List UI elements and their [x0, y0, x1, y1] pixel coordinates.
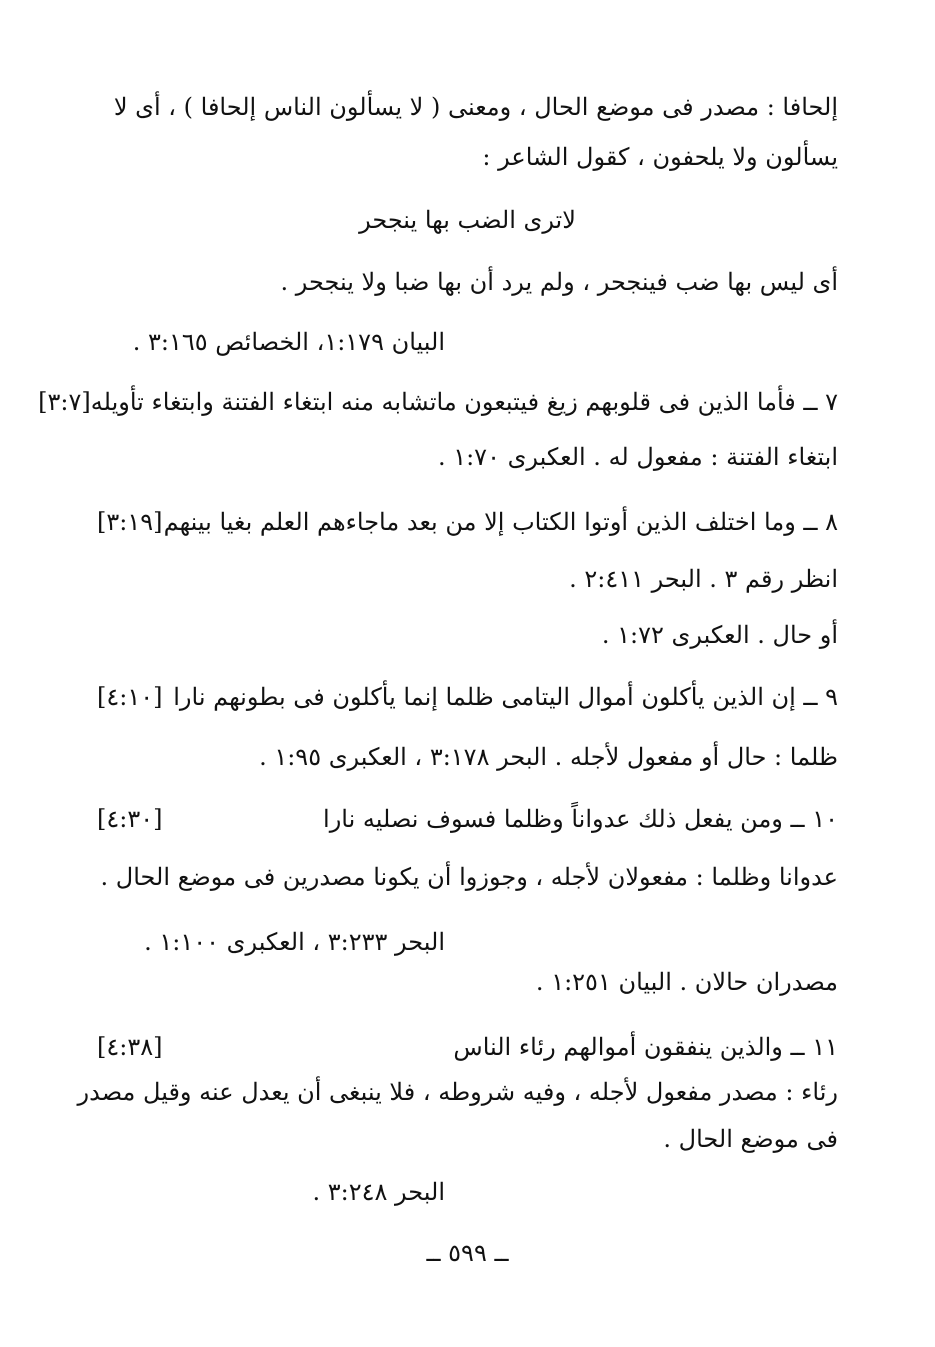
verse-reference: [٣:٧]: [38, 388, 91, 416]
source-citation: البحر ٣:٢٣٣ ، العكبرى ١:١٠٠ .: [144, 928, 445, 956]
text-line: ابتغاء الفتنة : مفعول له . العكبرى ١:٧٠ .: [437, 443, 838, 471]
text-line: فى موضع الحال .: [663, 1125, 838, 1153]
verse-text: ١٠ ــ ومن يفعل ذلك عدواناً وظلما فسوف نصليه نارا: [323, 805, 838, 833]
text-line: عدوانا وظلما : مفعولان لأجله ، وجوزوا أن يكونا مصدرين فى موضع الحال .: [100, 863, 838, 891]
source-citation: البيان ١:١٧٩، الخصائص ٣:١٦٥ .: [132, 328, 445, 356]
text-line: يسألون ولا يلحفون ، كقول الشاعر :: [482, 143, 838, 171]
text-line: أو حال . العكبرى ١:٧٢ .: [601, 621, 838, 649]
text-line: مصدران حالان . البيان ١:٢٥١ .: [535, 968, 838, 996]
verse-text: ٩ ــ إن الذين يأكلون أموال اليتامى ظلما إنما يأكلون فى بطونهم نارا: [173, 683, 838, 711]
verse-reference: [٤:١٠]: [97, 683, 163, 711]
verse-reference: [٤:٣٨]: [97, 1033, 163, 1061]
quran-verse-9: [97, 680, 838, 714]
source-citation: البحر ٣:٢٤٨ .: [312, 1178, 445, 1206]
verse-text: ٨ ــ وما اختلف الذين أوتوا الكتاب إلا من بعد ماجاءهم العلم بغيا بينهم: [163, 508, 838, 536]
page-number: ــ ٥٩٩ ــ: [426, 1239, 509, 1267]
verse-reference: [٤:٣٠]: [97, 805, 163, 833]
verse-reference: [٣:١٩]: [97, 508, 163, 536]
poetry-verse: لاترى الضب بها ينجحر: [359, 206, 576, 234]
text-line: ظلما : حال أو مفعول لأجله . البحر ٣:١٧٨ ، العكبرى ١:٩٥ .: [259, 743, 838, 771]
quran-verse-10: [97, 802, 838, 836]
quran-verse-11: [97, 1030, 838, 1064]
text-line: إلحافا : مصدر فى موضع الحال ، ومعنى ( لا يسألون الناس إلحافا ) ، أى لا: [113, 93, 838, 121]
quran-verse-8: [97, 505, 838, 539]
verse-text: ١١ ــ والذين ينفقون أموالهم رئاء الناس: [453, 1033, 838, 1061]
quran-verse-7: [38, 385, 838, 419]
text-line: رئاء : مصدر مفعول لأجله ، وفيه شروطه ، فلا ينبغى أن يعدل عنه وقيل مصدر: [77, 1078, 838, 1106]
verse-text: ٧ ــ فأما الذين فى قلوبهم زيغ فيتبعون ماتشابه منه ابتغاء الفتنة وابتغاء تأويله: [90, 388, 838, 416]
text-line: أى ليس بها ضب فينجحر ، ولم يرد أن بها ضبا ولا ينجحر .: [280, 268, 838, 296]
text-line: انظر رقم ٣ . البحر ٢:٤١١ .: [569, 565, 838, 593]
